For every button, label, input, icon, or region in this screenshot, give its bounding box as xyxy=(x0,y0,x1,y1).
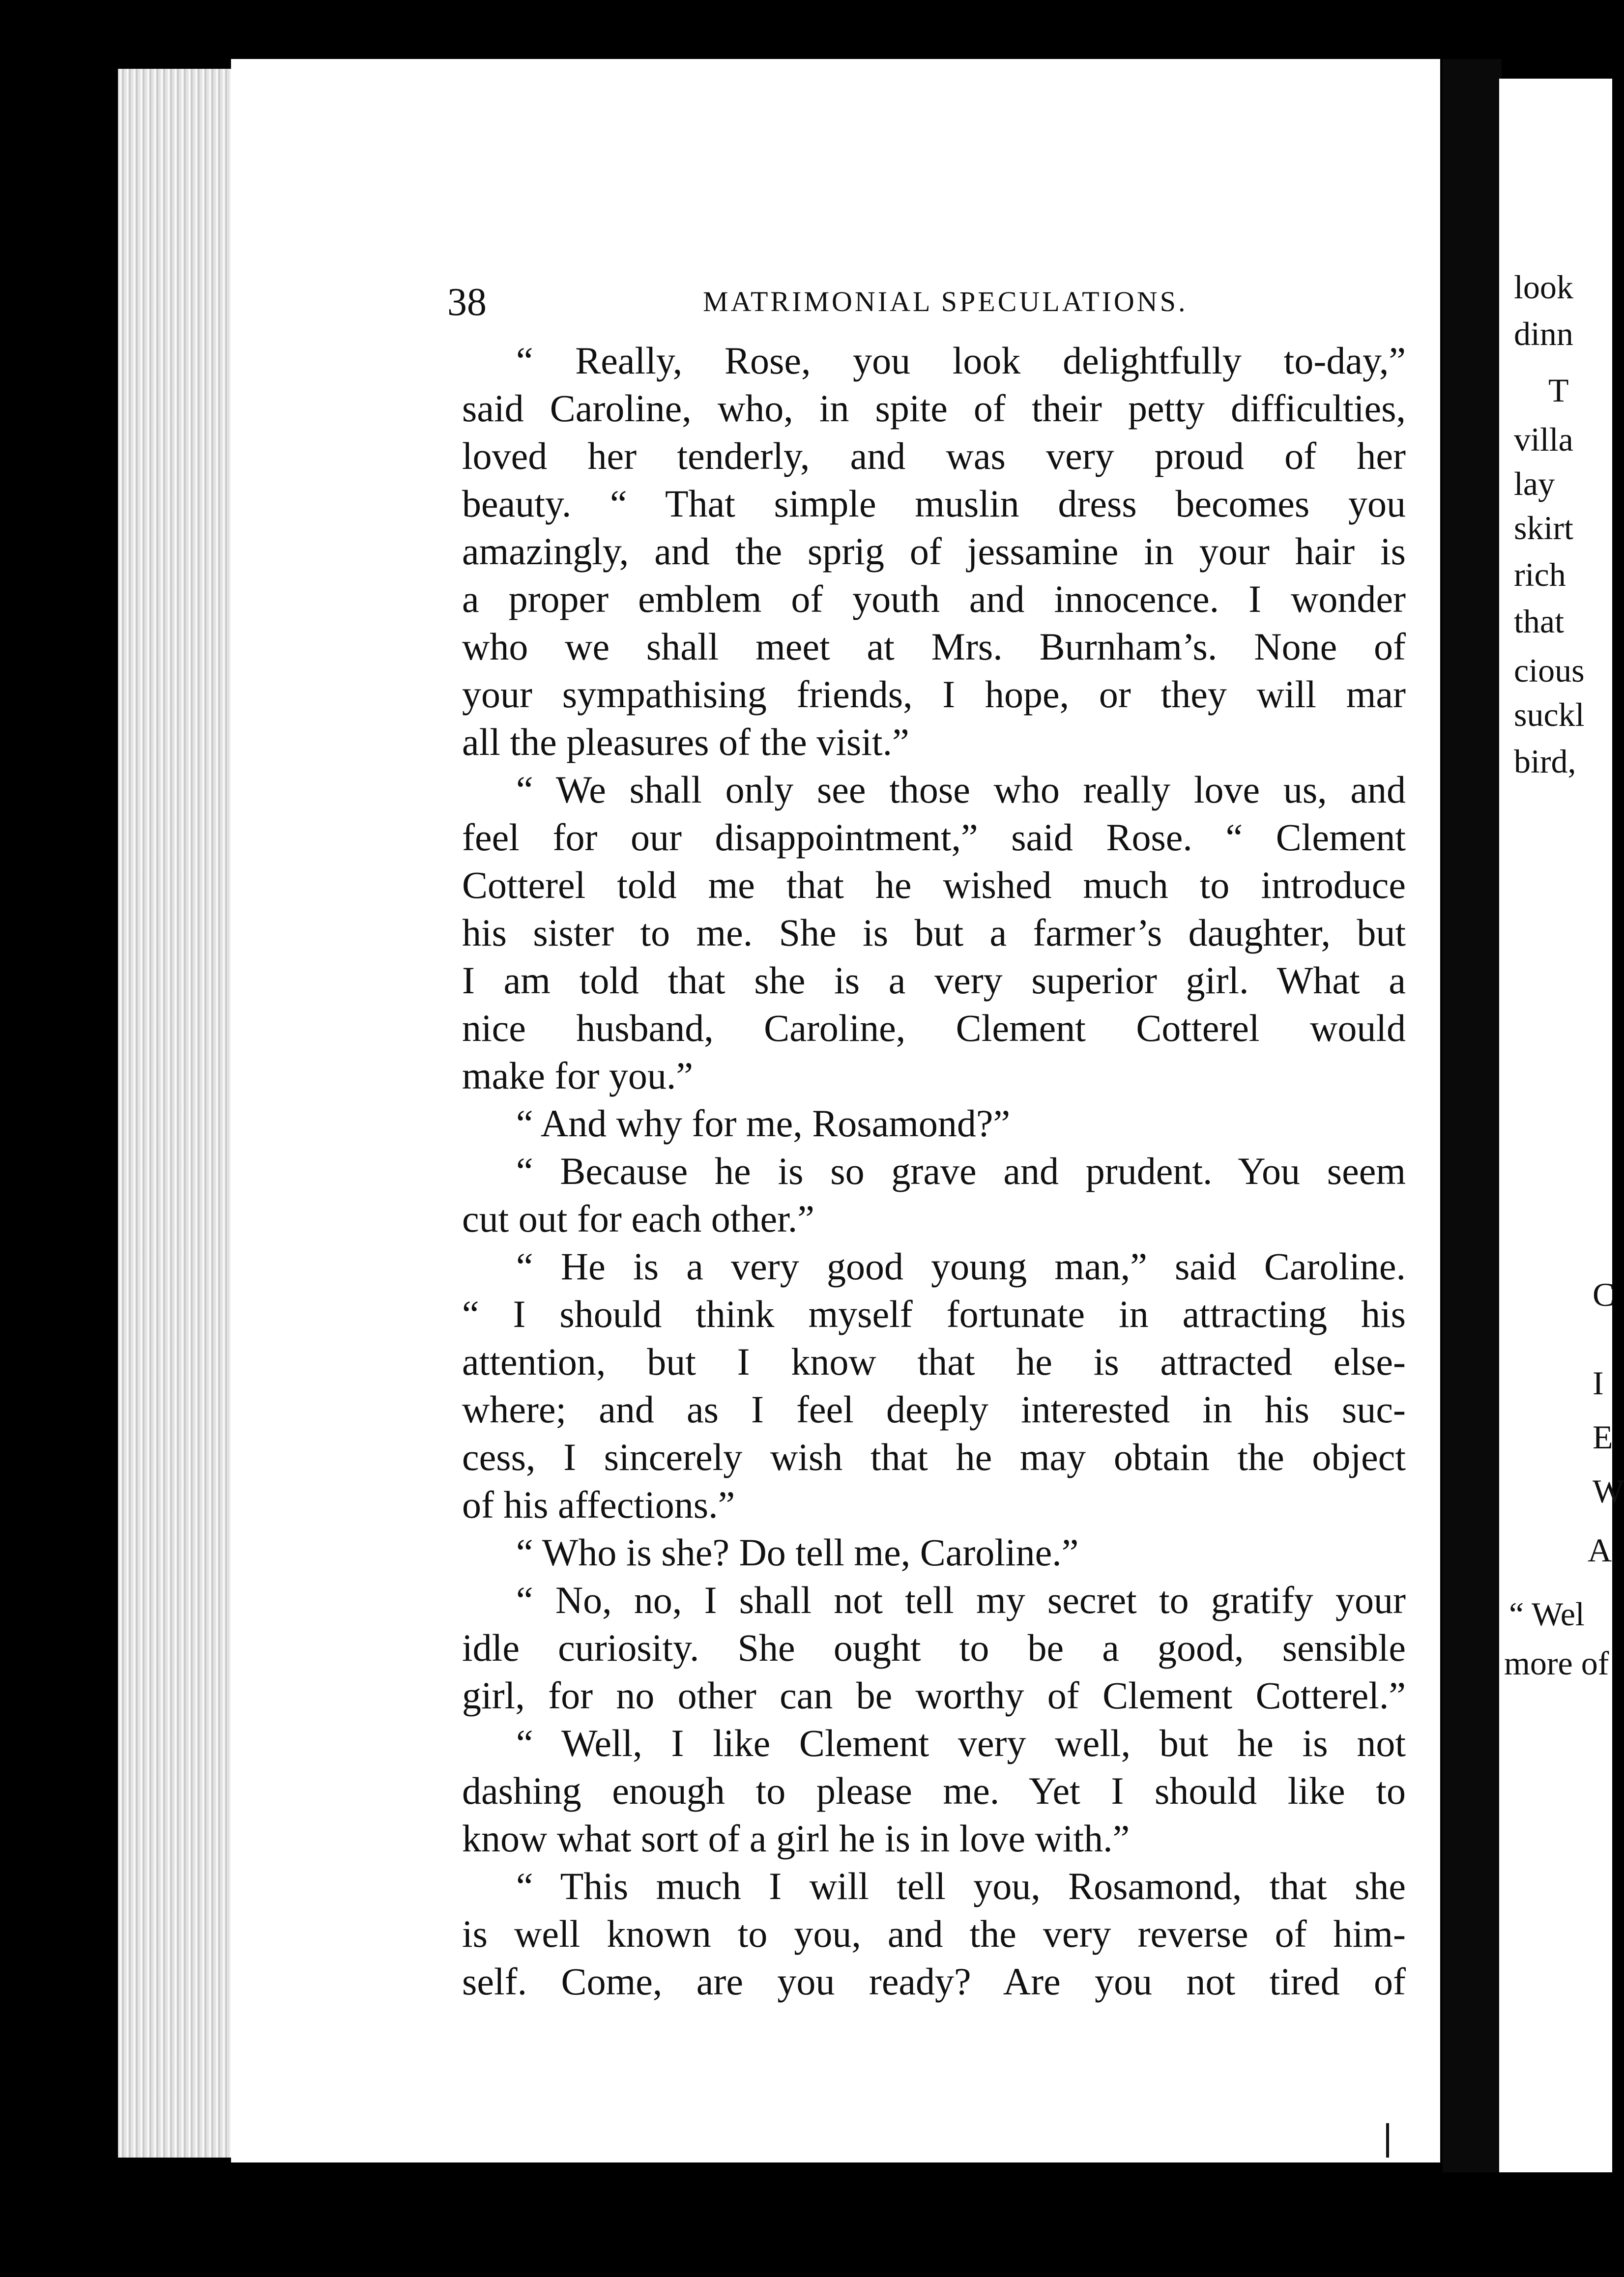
next-page-fragment: “ Wel xyxy=(1509,1595,1585,1633)
text-line: idle curiosity. She ought to be a good, sensible xyxy=(462,1626,1406,1669)
next-page-fragment: rich xyxy=(1514,556,1566,593)
next-page-fragment: C xyxy=(1593,1276,1615,1313)
text-line: is well known to you, and the very reverse of him- xyxy=(462,1912,1406,1955)
book-gutter xyxy=(1443,59,1502,2172)
next-page-fragment: dinn xyxy=(1514,315,1573,352)
text-line: where; and as I feel deeply interested in his suc- xyxy=(462,1388,1406,1431)
text-line: a proper emblem of youth and innocence. I wonder xyxy=(462,577,1406,620)
text-line: “ Really, Rose, you look delightfully to-day,” xyxy=(516,339,1406,382)
text-line: loved her tenderly, and was very proud of her xyxy=(462,434,1406,477)
text-line: your sympathising friends, I hope, or they will mar xyxy=(462,673,1406,716)
next-page-fragment: I xyxy=(1593,1364,1604,1402)
next-page-fragment: bird, xyxy=(1514,743,1576,780)
text-line: “ We shall only see those who really love us, and xyxy=(516,768,1406,811)
next-page-fragment: cious xyxy=(1514,652,1585,689)
next-page-fragment: villa xyxy=(1514,421,1573,458)
text-line: who we shall meet at Mrs. Burnham’s. None of xyxy=(462,625,1406,668)
next-page-fragment: A xyxy=(1588,1531,1612,1569)
text-line: “ And why for me, Rosamond?” xyxy=(516,1102,1011,1145)
text-line: self. Come, are you ready? Are you not tired of xyxy=(462,1960,1406,2003)
page-number: 38 xyxy=(447,281,487,324)
text-line: beauty. “ That simple muslin dress becomes you xyxy=(462,482,1406,525)
text-line: of his affections.” xyxy=(462,1483,735,1526)
text-line: dashing enough to please me. Yet I should like to xyxy=(462,1769,1406,1812)
text-line: attention, but I know that he is attracted else- xyxy=(462,1340,1406,1383)
text-line: Cotterel told me that he wished much to introduce xyxy=(462,864,1406,906)
next-page-sliver xyxy=(1499,79,1624,2172)
text-line: said Caroline, who, in spite of their petty difficulties, xyxy=(462,387,1406,430)
body-text xyxy=(462,337,1406,2005)
text-line: nice husband, Caroline, Clement Cotterel would xyxy=(462,1007,1406,1049)
text-line: cut out for each other.” xyxy=(462,1197,814,1240)
text-line: all the pleasures of the visit.” xyxy=(462,721,909,763)
next-page-fragment: T xyxy=(1548,372,1569,409)
next-page-fragment: look xyxy=(1514,268,1573,306)
running-title: MATRIMONIAL SPECULATIONS. xyxy=(703,286,1188,317)
text-line: amazingly, and the sprig of jessamine in your hair is xyxy=(462,530,1406,573)
text-line: cess, I sincerely wish that he may obtain the object xyxy=(462,1436,1406,1478)
text-line: “ I should think myself fortunate in attracting his xyxy=(462,1293,1406,1335)
text-line: feel for our disappointment,” said Rose. “ Clement xyxy=(462,816,1406,859)
next-page-fragment: skirt xyxy=(1514,509,1573,547)
next-page-fragment: lay xyxy=(1514,465,1555,502)
text-line: make for you.” xyxy=(462,1054,693,1097)
text-line: I am told that she is a very superior girl. What a xyxy=(462,959,1406,1002)
text-line: “ No, no, I shall not tell my secret to gratify your xyxy=(516,1579,1406,1621)
binding-mark xyxy=(1386,2123,1389,2158)
next-page-fragment: W xyxy=(1593,1472,1624,1510)
text-line: his sister to me. She is but a farmer’s daughter, but xyxy=(462,911,1406,954)
text-line: “ Who is she? Do tell me, Caroline.” xyxy=(516,1531,1079,1574)
running-head xyxy=(447,281,1440,327)
next-page-fragment: E xyxy=(1593,1418,1613,1456)
text-line: girl, for no other can be worthy of Clement Cotterel.” xyxy=(462,1674,1406,1717)
next-page-fragment: more of xyxy=(1504,1644,1609,1682)
text-line: “ Because he is so grave and prudent. You seem xyxy=(516,1150,1406,1192)
next-page-fragment: that xyxy=(1514,603,1564,640)
text-line: “ He is a very good young man,” said Caroline. xyxy=(516,1245,1406,1288)
text-line: “ This much I will tell you, Rosamond, that she xyxy=(516,1865,1406,1907)
text-line: know what sort of a girl he is in love with.” xyxy=(462,1817,1130,1860)
text-line: “ Well, I like Clement very well, but he is not xyxy=(516,1722,1406,1764)
next-page-fragment: suckl xyxy=(1514,696,1585,733)
book-fore-edge xyxy=(118,69,246,2158)
